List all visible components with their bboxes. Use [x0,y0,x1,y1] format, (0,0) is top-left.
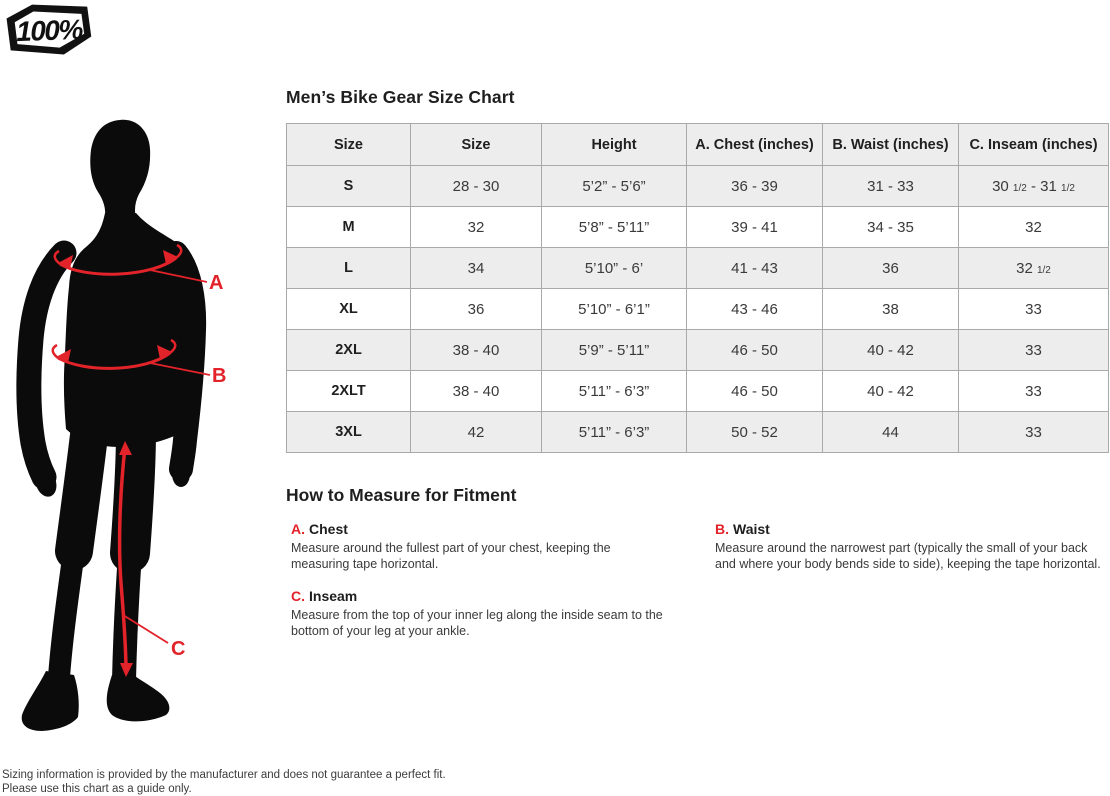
column-header-inseam: C. Inseam (inches) [959,124,1109,166]
measure-description: Measure from the top of your inner leg along the inside seam to the bottom of your leg at your ankle. [291,608,663,638]
page-title: Men’s Bike Gear Size Chart [286,87,515,107]
measure-item-waist [715,521,1110,572]
table-cell: 5’10” - 6’ [542,248,687,289]
table-cell: 32 [411,207,542,248]
table-cell: 41 - 43 [687,248,823,289]
table-cell: 33 [959,330,1109,371]
table-cell: S [287,166,411,207]
disclaimer-line-1: Sizing information is provided by the manufacturer and does not guarantee a perfect fit. [2,769,446,781]
measure-name: Inseam [309,588,358,604]
measure-letter: B. [715,521,729,537]
table-cell: 36 [411,289,542,330]
table-row [287,289,1109,330]
logo-text: 100% [15,13,83,48]
table-cell: 40 - 42 [823,330,959,371]
table-cell: 2XL [287,330,411,371]
table-cell: 46 - 50 [687,371,823,412]
table-cell: 46 - 50 [687,330,823,371]
table-row [287,248,1109,289]
disclaimer [2,768,446,796]
table-cell: 38 [823,289,959,330]
measure-description: Measure around the narrowest part (typically the small of your back and where your body bends side to side), keeping the tape horizontal. [715,541,1101,571]
table-cell: 38 - 40 [411,371,542,412]
measure-letter: A. [291,521,305,537]
size-table [286,123,1109,453]
table-header-row [287,124,1109,166]
disclaimer-line-2: Please use this chart as a guide only. [2,783,192,795]
table-cell: 33 [959,289,1109,330]
measure-letter: C. [291,588,305,604]
table-cell: 36 - 39 [687,166,823,207]
table-cell: 5’9” - 5’11” [542,330,687,371]
table-cell: 30 1/2 - 31 1/2 [959,166,1109,207]
column-header-waist: B. Waist (inches) [823,124,959,166]
table-cell: 39 - 41 [687,207,823,248]
measure-item-heading [291,588,676,604]
measure-item-inseam [291,588,676,639]
measure-section-title: How to Measure for Fitment [286,485,517,505]
table-row [287,371,1109,412]
column-header-chest: A. Chest (inches) [687,124,823,166]
table-cell: 34 - 35 [823,207,959,248]
figure-label-a: A [209,272,224,294]
table-cell: 36 [823,248,959,289]
measure-item-heading [291,521,669,537]
brand-logo [3,2,95,58]
column-header-height: Height [542,124,687,166]
table-cell: 2XLT [287,371,411,412]
table-cell: 38 - 40 [411,330,542,371]
table-cell: 33 [959,371,1109,412]
man-silhouette [22,120,195,731]
table-row [287,207,1109,248]
table-cell: 5’10” - 6’1” [542,289,687,330]
table-cell: 40 - 42 [823,371,959,412]
table-cell: 43 - 46 [687,289,823,330]
column-header-size-number: Size [411,124,542,166]
table-cell: 3XL [287,412,411,453]
table-row [287,166,1109,207]
table-cell: 31 - 33 [823,166,959,207]
measure-item-chest [291,521,669,572]
table-cell: 28 - 30 [411,166,542,207]
table-cell: 42 [411,412,542,453]
measure-name: Chest [309,521,348,537]
table-cell: L [287,248,411,289]
table-cell: 32 1/2 [959,248,1109,289]
table-cell: M [287,207,411,248]
table-cell: 5’11” - 6’3” [542,371,687,412]
column-header-size-letter: Size [287,124,411,166]
table-cell: 33 [959,412,1109,453]
table-cell: 5’2” - 5’6” [542,166,687,207]
table-cell: 32 [959,207,1109,248]
table-cell: 44 [823,412,959,453]
table-cell: 50 - 52 [687,412,823,453]
table-row [287,330,1109,371]
measure-name: Waist [733,521,770,537]
table-cell: 34 [411,248,542,289]
table-cell: 5’11” - 6’3” [542,412,687,453]
measure-description: Measure around the fullest part of your chest, keeping the measuring tape horizontal. [291,541,611,571]
figure-label-b: B [212,365,227,387]
table-row [287,412,1109,453]
table-cell: XL [287,289,411,330]
body-silhouette-figure [0,115,235,745]
measure-item-heading [715,521,1110,537]
table-cell: 5’8” - 5’11” [542,207,687,248]
figure-label-c: C [171,638,186,660]
